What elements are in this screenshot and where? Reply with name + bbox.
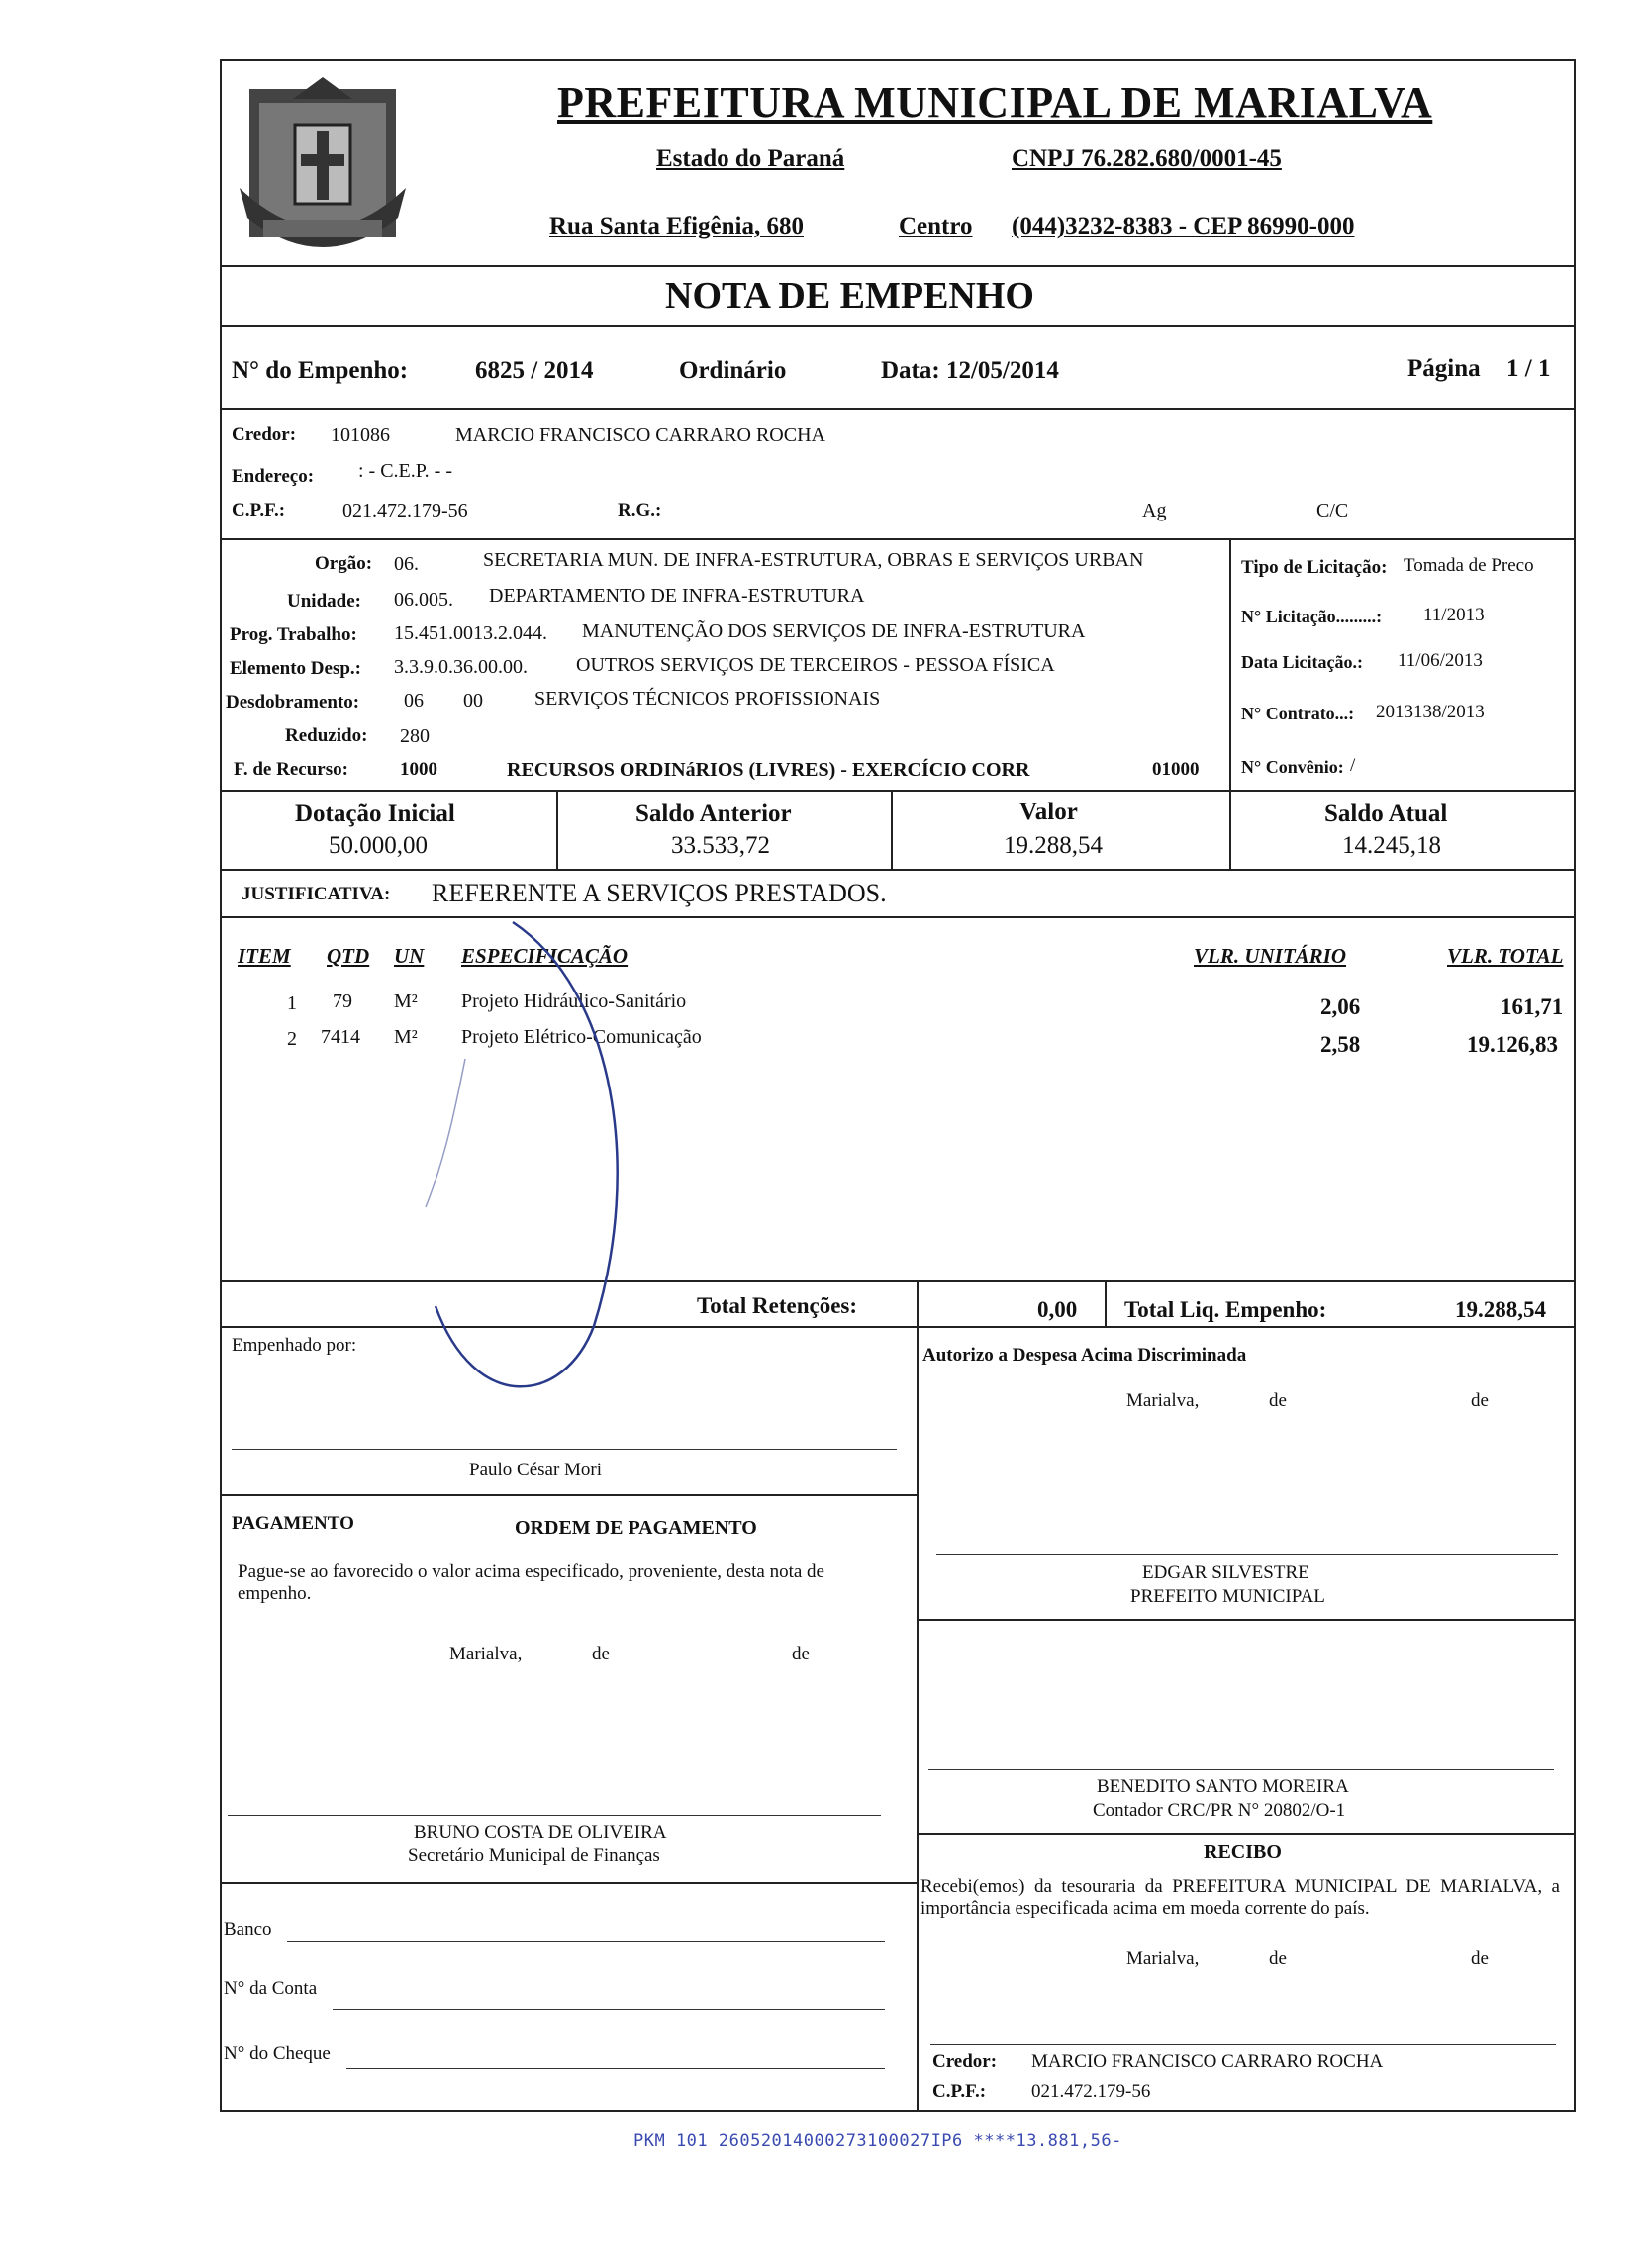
row-item: 1 [287, 992, 297, 1014]
elemento-value: OUTROS SERVIÇOS DE TERCEIROS - PESSOA FÍSICA [576, 654, 1055, 676]
district: Centro [899, 213, 973, 239]
handwritten-signature [396, 910, 653, 1425]
empenho-label: N° do Empenho: [232, 357, 409, 384]
payment-stamp: PKM 101 26052014000273100027IP6 ****13.881,56- [633, 2131, 1122, 2151]
ag-label: Ag [1142, 500, 1167, 521]
numero-licitacao-label: N° Licitação.........: [1241, 607, 1383, 626]
recurso-code2: 01000 [1152, 759, 1200, 780]
empenho-tipo: Ordinário [679, 357, 787, 384]
recibo-texto: Recebi(emos) da tesouraria da PREFEITURA MUNICIPAL DE MARIALVA, a importância especificada acima em moeda corrente do país. [920, 1876, 1560, 1919]
reduzido-label: Reduzido: [285, 725, 368, 746]
desdobramento-label: Desdobramento: [226, 692, 360, 712]
cheque-label: N° do Cheque [224, 2043, 331, 2064]
secretario-cargo: Secretário Municipal de Finanças [408, 1845, 660, 1866]
convenio-value: / [1350, 755, 1356, 776]
autorizo-cidade: Marialva, [1126, 1390, 1200, 1411]
pagamento-de1: de [592, 1644, 610, 1664]
recibo-de1: de [1269, 1948, 1287, 1969]
empenho-data: Data: 12/05/2014 [881, 357, 1059, 384]
orgao-value: SECRETARIA MUN. DE INFRA-ESTRUTURA, OBRAS E SERVIÇOS URBAN [483, 549, 1144, 571]
row-un: M² [394, 1026, 418, 1048]
autorizo-de2: de [1471, 1390, 1489, 1411]
valor-label: Valor [1019, 799, 1078, 825]
banco-field[interactable] [287, 1941, 885, 1942]
unidade-code: 06.005. [394, 589, 453, 611]
conta-label: N° da Conta [224, 1978, 318, 1999]
autorizo-de1: de [1269, 1390, 1287, 1411]
rg-label: R.G.: [618, 500, 662, 520]
address: Rua Santa Efigênia, 680 [549, 213, 804, 239]
recurso-code: 1000 [400, 759, 437, 780]
justificativa-text: REFERENTE A SERVIÇOS PRESTADOS. [432, 879, 887, 907]
recibo-title: RECIBO [1204, 1842, 1282, 1863]
row-qtd: 79 [333, 991, 352, 1012]
cc-label: C/C [1316, 500, 1349, 521]
total-retencoes-value: 0,00 [1037, 1297, 1078, 1322]
cpf-label: C.P.F.: [232, 500, 286, 520]
elemento-label: Elemento Desp.: [230, 658, 361, 679]
empenhado-nome: Paulo César Mori [469, 1460, 603, 1480]
row-vlr-total: 19.126,83 [1467, 1032, 1558, 1057]
total-liquido-value: 19.288,54 [1455, 1297, 1546, 1322]
saldo-atual-label: Saldo Atual [1324, 801, 1448, 827]
recibo-cidade: Marialva, [1126, 1948, 1200, 1969]
row-especificacao: Projeto Hidráulico-Sanitário [461, 991, 687, 1012]
endereco-value: : - C.E.P. - - [358, 460, 452, 482]
phone-cep: (044)3232-8383 - CEP 86990-000 [1012, 213, 1355, 239]
pagamento-texto: Pague-se ao favorecido o valor acima especificado, proveniente, desta nota de empenho. [238, 1561, 824, 1604]
autorizo-label: Autorizo a Despesa Acima Discriminada [922, 1345, 1247, 1366]
doc-title: NOTA DE EMPENHO [665, 275, 1034, 317]
row-vlr-unitario: 2,06 [1320, 994, 1361, 1019]
prog-label: Prog. Trabalho: [230, 624, 357, 645]
pagamento-cidade: Marialva, [449, 1644, 523, 1664]
saldo-atual-value: 14.245,18 [1342, 832, 1441, 859]
row-vlr-total: 161,71 [1501, 994, 1564, 1019]
justificativa-label: JUSTIFICATIVA: [242, 884, 391, 904]
header-qtd: QTD [327, 944, 370, 968]
conta-field[interactable] [333, 2009, 885, 2010]
endereco-label: Endereço: [232, 466, 315, 487]
row-qtd: 7414 [321, 1026, 360, 1048]
row-vlr-unitario: 2,58 [1320, 1032, 1361, 1057]
cnpj: CNPJ 76.282.680/0001-45 [1012, 145, 1282, 172]
saldo-anterior-value: 33.533,72 [671, 832, 770, 859]
estado: Estado do Paraná [656, 145, 845, 172]
numero-licitacao-value: 11/2013 [1423, 605, 1485, 625]
desdobramento-code2: 00 [463, 690, 483, 711]
desdobramento-value: SERVIÇOS TÉCNICOS PROFISSIONAIS [534, 688, 881, 709]
header-vlr-unitario: VLR. UNITÁRIO [1194, 944, 1347, 968]
ordem-pagamento: ORDEM DE PAGAMENTO [515, 1517, 757, 1539]
contador-cargo: Contador CRC/PR N° 20802/O-1 [1093, 1800, 1346, 1821]
cpf-value: 021.472.179-56 [342, 500, 468, 521]
pagina-label: Página [1407, 355, 1481, 382]
row-especificacao: Projeto Elétrico-Comunicação [461, 1026, 702, 1048]
cheque-field[interactable] [346, 2068, 885, 2069]
empenho-number: 6825 / 2014 [475, 357, 594, 384]
unidade-value: DEPARTAMENTO DE INFRA-ESTRUTURA [489, 585, 865, 607]
prefeito-nome: EDGAR SILVESTRE [1142, 1562, 1309, 1583]
credor-label: Credor: [232, 425, 297, 445]
data-licitacao-value: 11/06/2013 [1398, 650, 1483, 671]
desdobramento-code1: 06 [404, 690, 424, 711]
coat-of-arms-logo [230, 69, 416, 265]
pagina-value: 1 / 1 [1506, 355, 1551, 382]
data-licitacao-label: Data Licitação.: [1241, 652, 1363, 672]
tipo-licitacao-value: Tomada de Preco [1404, 555, 1534, 576]
dotacao-value: 50.000,00 [329, 832, 428, 859]
elemento-code: 3.3.9.0.36.00.00. [394, 656, 528, 678]
contrato-value: 2013138/2013 [1376, 702, 1485, 722]
prefeito-cargo: PREFEITO MUNICIPAL [1130, 1586, 1325, 1607]
orgao-label: Orgão: [315, 553, 373, 574]
pagamento-label: PAGAMENTO [232, 1513, 354, 1534]
row-un: M² [394, 991, 418, 1012]
header-vlr-total: VLR. TOTAL [1447, 944, 1564, 968]
contador-nome: BENEDITO SANTO MOREIRA [1097, 1776, 1349, 1797]
header-especificacao: ESPECIFICAÇÃO [461, 944, 629, 968]
header-item: ITEM [238, 944, 291, 968]
reduzido-value: 280 [400, 725, 430, 747]
credor-nome: MARCIO FRANCISCO CARRARO ROCHA [455, 425, 825, 446]
saldo-anterior-label: Saldo Anterior [635, 801, 792, 827]
recibo-de2: de [1471, 1948, 1489, 1969]
secretario-nome: BRUNO COSTA DE OLIVEIRA [414, 1822, 667, 1843]
orgao-code: 06. [394, 553, 419, 575]
prog-value: MANUTENÇÃO DOS SERVIÇOS DE INFRA-ESTRUTURA [582, 620, 1086, 642]
recibo-cpf-label: C.P.F.: [932, 2081, 987, 2102]
prefeitura-title: PREFEITURA MUNICIPAL DE MARIALVA [557, 78, 1433, 127]
convenio-label: N° Convênio: [1241, 757, 1344, 777]
recurso-label: F. de Recurso: [234, 759, 348, 780]
recibo-credor-nome: MARCIO FRANCISCO CARRARO ROCHA [1031, 2051, 1384, 2072]
prog-code: 15.451.0013.2.044. [394, 622, 547, 644]
contrato-label: N° Contrato...: [1241, 704, 1355, 723]
total-liquido-label: Total Liq. Empenho: [1124, 1297, 1327, 1322]
total-retencoes-label: Total Retenções: [697, 1293, 858, 1318]
credor-codigo: 101086 [331, 425, 390, 446]
row-item: 2 [287, 1028, 297, 1050]
recurso-value: RECURSOS ORDINáRIOS (LIVRES) - EXERCÍCIO CORR [507, 759, 1030, 781]
tipo-licitacao-label: Tipo de Licitação: [1241, 557, 1388, 578]
empenhado-label: Empenhado por: [232, 1335, 357, 1356]
recibo-cpf-value: 021.472.179-56 [1031, 2081, 1151, 2102]
unidade-label: Unidade: [287, 591, 361, 612]
pagamento-de2: de [792, 1644, 810, 1664]
recibo-credor-label: Credor: [932, 2051, 998, 2072]
banco-label: Banco [224, 1919, 272, 1939]
valor-value: 19.288,54 [1004, 832, 1103, 859]
dotacao-label: Dotação Inicial [295, 801, 455, 827]
header-un: UN [394, 944, 425, 968]
